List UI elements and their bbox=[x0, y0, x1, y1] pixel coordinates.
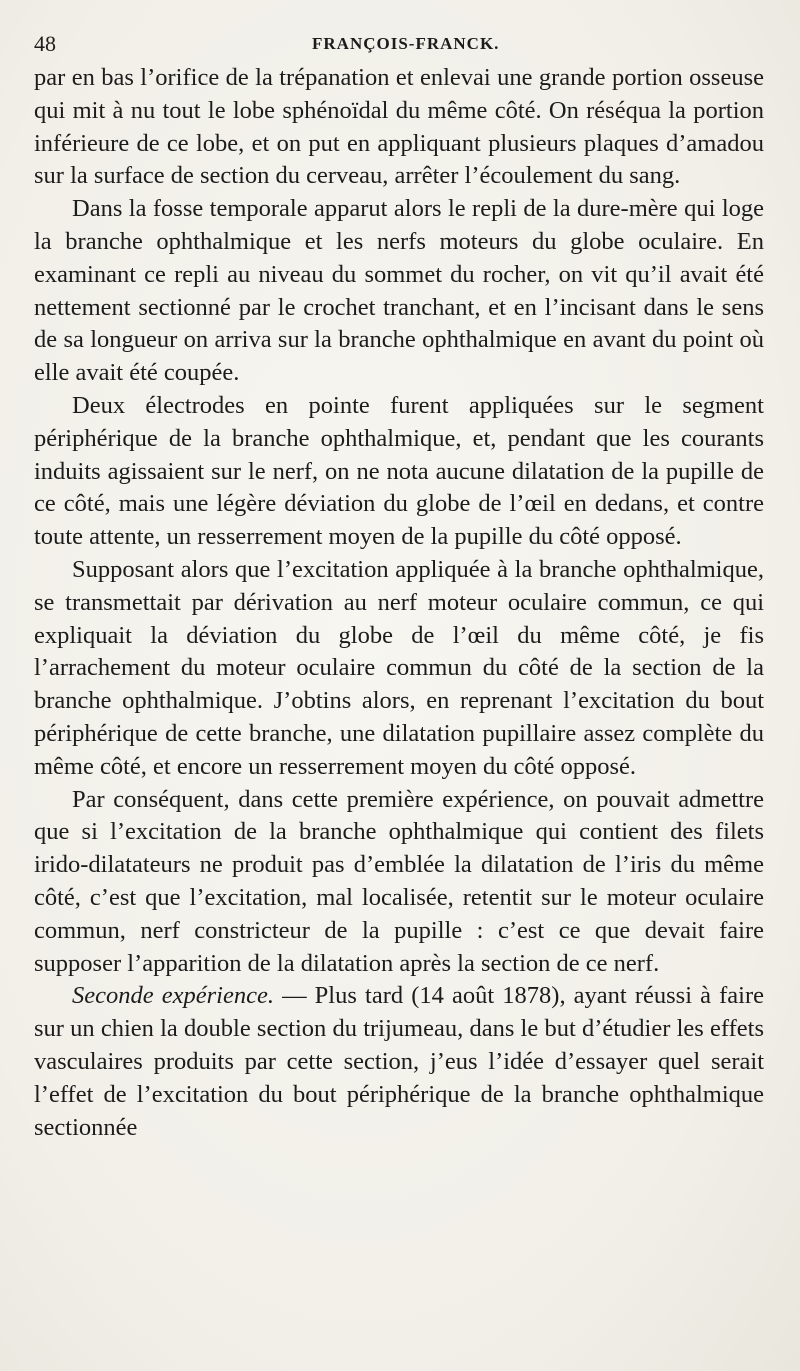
paragraph bbox=[34, 784, 764, 981]
text-body bbox=[34, 62, 764, 1144]
paragraph-text: par en bas l’orifice de la trépanation et enlevai une grande portion osseuse qui mit à nu tout le lobe sphénoïdal du même côté. On réséqua la portion inférieure de ce lobe, et on put en appliquant plusieurs plaques d’amadou sur la surface de section du cerveau, arrêter l’écoulement du sang. bbox=[34, 64, 764, 190]
paragraph-text: Par conséquent, dans cette première expérience, on pouvait admettre que si l’excitation de la branche ophthalmique qui contient des filets irido-dilatateurs ne produit pas d’emblée la dilatation de l’iris du même côté, c’est que l’excitation, mal localisée, retentit sur le moteur oculaire commun, nerf constricteur de la pupille : c’est ce que devait faire supposer l’apparition de la dilatation après la section de ce nerf. bbox=[34, 785, 764, 977]
page-number: 48 bbox=[34, 31, 56, 56]
running-title: FRANÇOIS-FRANCK. bbox=[312, 34, 500, 53]
paragraph-text: Supposant alors que l’excitation appliquée à la branche ophthalmique, se transmettait par dérivation au nerf moteur oculaire commun, ce qui expliquait la déviation du globe de l’œil du même côté, je fis l’arrachement du moteur oculaire commun du côté de la section de la branche ophthalmique. J’obtins alors, en reprenant l’excitation du bout périphérique de cette branche, une dilatation pupillaire assez complète du même côté, et encore un resserrement moyen du côté opposé. bbox=[34, 555, 764, 780]
paragraph-text: Dans la fosse temporale apparut alors le repli de la dure-mère qui loge la branche ophthalmique et les nerfs moteurs du globe oculaire. En examinant ce repli au niveau du sommet du rocher, on vit qu’il avait été nettement sectionné par le crochet tranchant, et en l’incisant dans le sens de sa longueur on arriva sur la branche ophthalmique en avant du point où elle avait été coupée. bbox=[34, 195, 764, 387]
section-heading-italic: Seconde expérience. bbox=[72, 982, 274, 1010]
paragraph bbox=[34, 390, 764, 554]
running-head bbox=[34, 30, 764, 60]
paragraph-continuation bbox=[34, 62, 764, 193]
paragraph bbox=[34, 554, 764, 784]
paragraph-text: Deux électrodes en pointe furent appliquées sur le segment périphérique de la branche ophthalmique, et, pendant que les courants induits agissaient sur le nerf, on ne nota aucune dilatation de la pupille de ce côté, mais une légère déviation du globe de l’œil en dedans, et contre toute attente, un resserrement moyen de la pupille du côté opposé. bbox=[34, 391, 764, 551]
paragraph bbox=[34, 193, 764, 390]
paragraph-second-experiment bbox=[34, 980, 764, 1144]
paragraph-text: — Plus tard (14 août 1878), ayant réussi à faire sur un chien la double section du trijumeau, dans le but d’étudier les effets vasculaires produits par cette section, j’eus l’idée d’essayer quel serait l’effet de l’excitation du bout périphérique de la branche ophthalmique sectionnée bbox=[34, 982, 764, 1141]
